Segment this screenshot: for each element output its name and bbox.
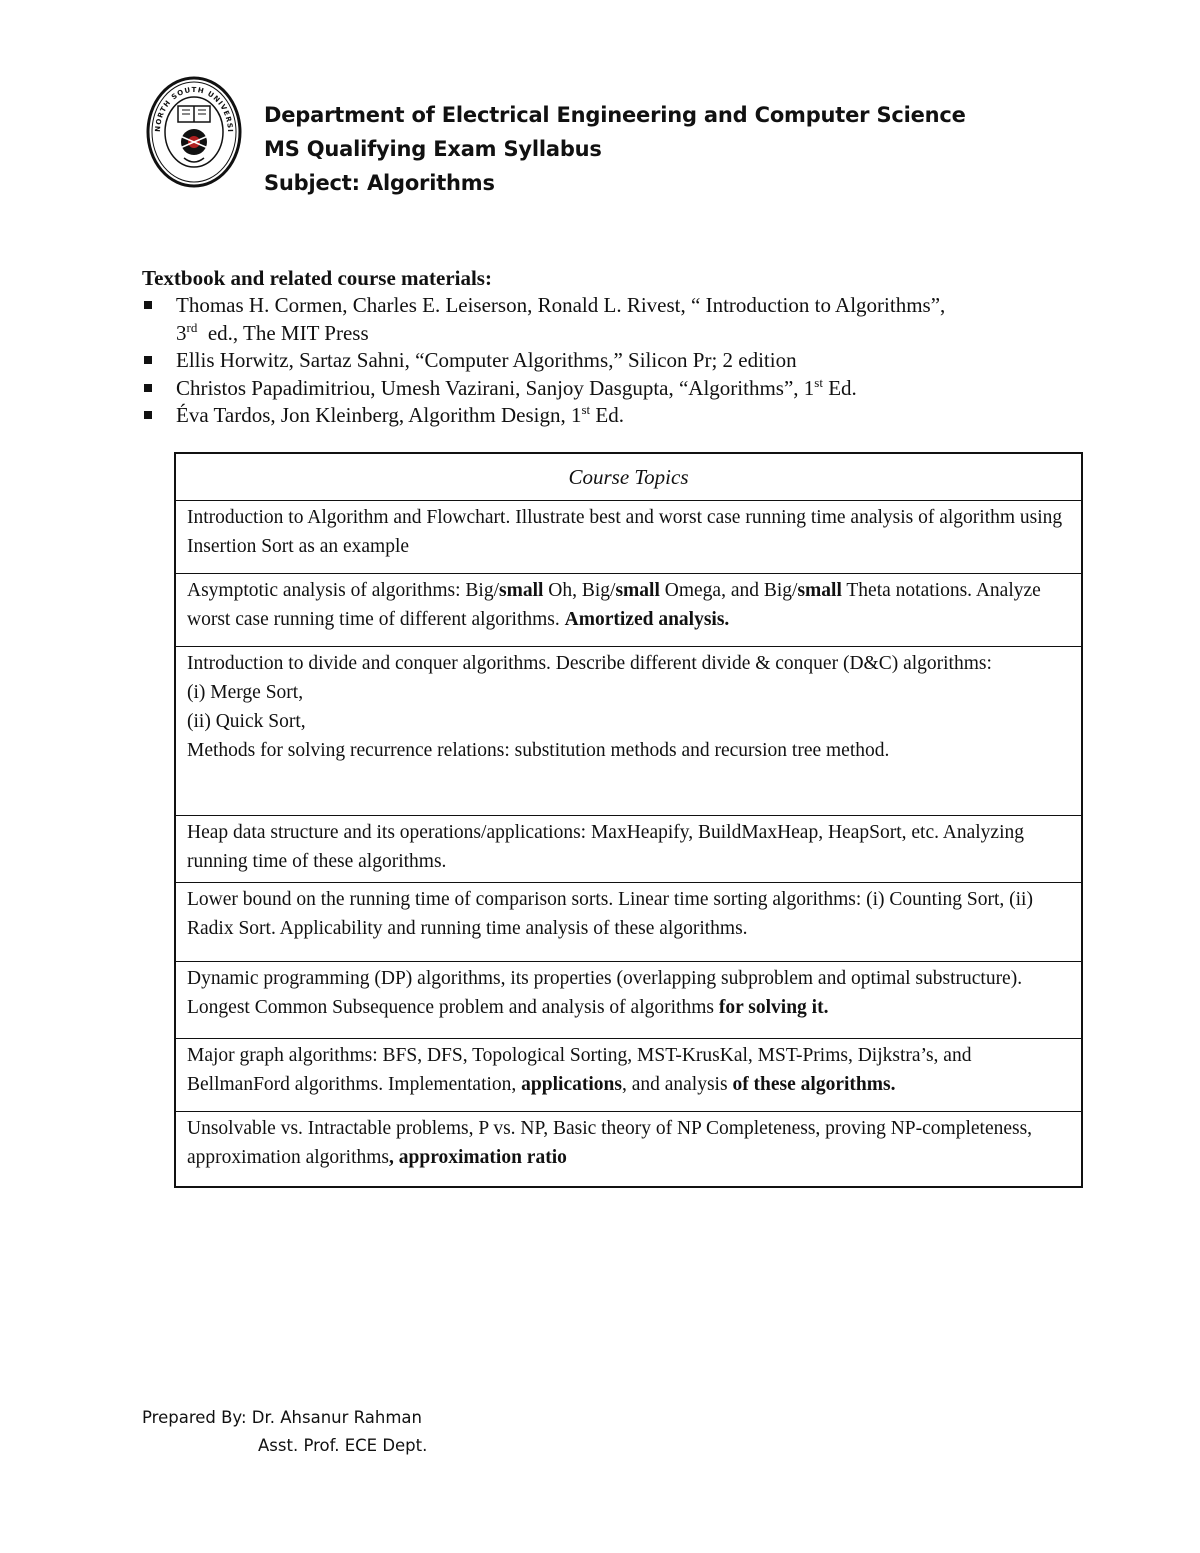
material-text-cont: ed., The MIT Press	[197, 320, 369, 345]
prepared-by-title: Asst. Prof. ECE Dept.	[258, 1436, 428, 1455]
list-item	[142, 347, 1082, 375]
material-text: Ellis Horwitz, Sartaz Sahni, “Computer Algorithms,” Silicon Pr; 2 edition	[176, 348, 797, 372]
prepared-by-name: Prepared By: Dr. Ahsanur Rahman	[142, 1408, 422, 1427]
edition-number: 3	[176, 320, 187, 345]
material-text: Christos Papadimitriou, Umesh Vazirani, Sanjoy Dasgupta, “Algorithms”, 1	[176, 375, 815, 400]
course-materials-section	[142, 264, 1082, 430]
materials-heading: Textbook and related course materials:	[142, 266, 492, 290]
table-row	[175, 574, 1082, 647]
edition-superscript: st	[581, 402, 591, 417]
table-header: Course Topics	[175, 453, 1082, 501]
university-seal-logo	[146, 76, 242, 188]
prepared-by-footer	[142, 1404, 427, 1460]
table-row	[175, 1039, 1082, 1112]
table-cell: Heap data structure and its operations/applications: MaxHeapify, BuildMaxHeap, HeapSort, etc. Analyzing running time of these algorithms.	[175, 816, 1082, 883]
square-bullet-icon	[144, 356, 152, 364]
table-row	[175, 883, 1082, 962]
table-row	[175, 1112, 1082, 1188]
table-cell: Dynamic programming (DP) algorithms, its properties (overlapping subproblem and optimal substructure). Longest Common Subsequence problem and analysis of algorithms for solving it.	[175, 962, 1082, 1039]
table-row	[175, 501, 1082, 574]
table-cell: Introduction to divide and conquer algorithms. Describe different divide & conquer (D&C) algorithms: (i) Merge Sort, (ii) Quick Sort, Methods for solving recurrence relations: substitution methods and recursion tree method.	[175, 647, 1082, 816]
edition-superscript: rd	[186, 319, 198, 335]
table-cell: Introduction to Algorithm and Flowchart. Illustrate best and worst case running time analysis of algorithm using Insertion Sort as an example	[175, 501, 1082, 574]
material-text: Éva Tardos, Jon Kleinberg, Algorithm Design, 1	[176, 403, 582, 427]
square-bullet-icon	[144, 411, 152, 419]
seal-text: NORTH SOUTH UNIVERSI	[153, 85, 235, 133]
subject-title: Subject: Algorithms	[264, 171, 495, 195]
document-header	[264, 98, 966, 200]
list-item	[142, 402, 1082, 430]
edition-superscript: st	[814, 374, 823, 390]
materials-list	[142, 292, 1082, 430]
material-text: Thomas H. Cormen, Charles E. Leiserson, Ronald L. Rivest, “ Introduction to Algorithms”,	[176, 293, 946, 317]
table-header-row	[175, 453, 1082, 501]
table-row	[175, 647, 1082, 816]
table-cell: Major graph algorithms: BFS, DFS, Topological Sorting, MST-KrusKal, MST-Prims, Dijkstra’s, and BellmanFord algorithms. Implementation, applications, and analysis of these algorithms.	[175, 1039, 1082, 1112]
course-topics-table	[174, 452, 1083, 1188]
exam-title: MS Qualifying Exam Syllabus	[264, 137, 602, 161]
department-title: Department of Electrical Engineering and Computer Science	[264, 103, 966, 127]
seal-emblem-icon	[146, 76, 242, 188]
material-text-cont: Ed.	[822, 375, 857, 400]
square-bullet-icon	[144, 384, 152, 392]
material-text-cont: Ed.	[590, 403, 624, 427]
table-row	[175, 816, 1082, 883]
list-item	[142, 292, 1082, 347]
table-cell: Unsolvable vs. Intractable problems, P vs. NP, Basic theory of NP Completeness, proving NP-completeness, approximation algorithms, approximation ratio	[175, 1112, 1082, 1188]
table-cell: Asymptotic analysis of algorithms: Big/small Oh, Big/small Omega, and Big/small Theta notations. Analyze worst case running time of different algorithms. Amortized analysis.	[175, 574, 1082, 647]
list-item	[142, 375, 1082, 403]
table-row	[175, 962, 1082, 1039]
table-cell: Lower bound on the running time of comparison sorts. Linear time sorting algorithms: (i) Counting Sort, (ii) Radix Sort. Applicability and running time analysis of these algorithms.	[175, 883, 1082, 962]
square-bullet-icon	[144, 301, 152, 309]
